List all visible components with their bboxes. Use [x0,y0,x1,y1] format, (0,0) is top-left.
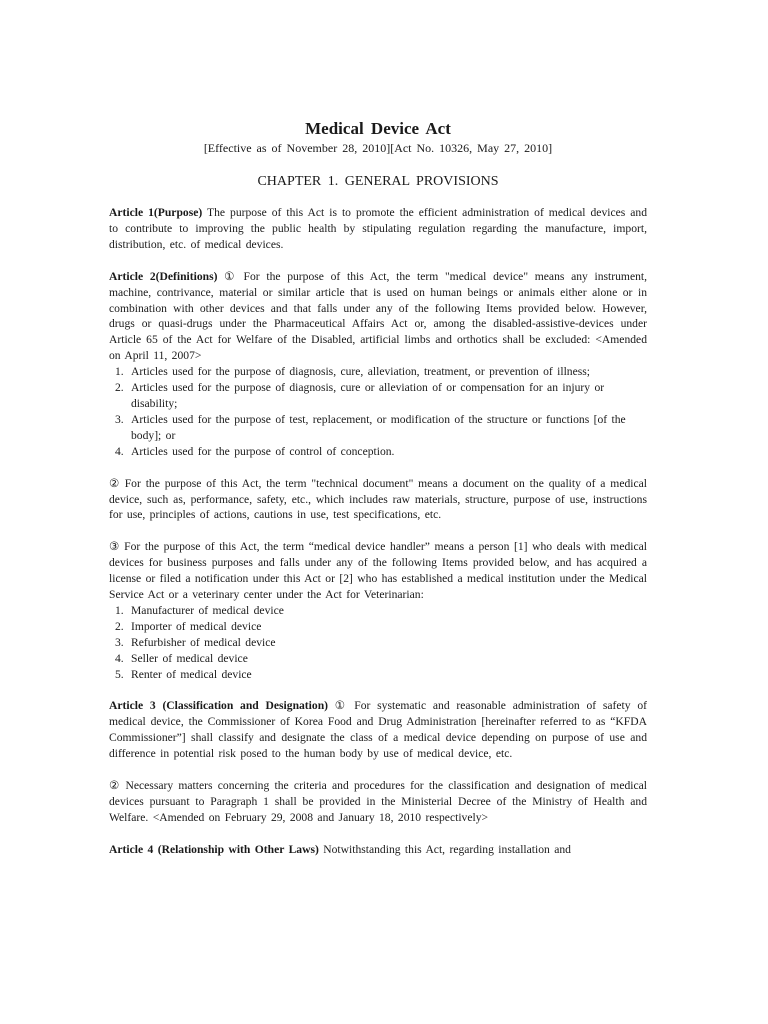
article-1-text: The purpose of this Act is to promote the efficient administration of medical devices and to contribute to improving the public health by stipulating regulation regarding the manufacture, import, distribution, etc. of medical devices. [109,206,647,251]
list-item-text: Articles used for the purpose of control of conception. [131,444,395,458]
article-2-paragraph-3: ③ For the purpose of this Act, the term “medical device handler” means a person [1] who deals with medical devices for business purposes and falls under any of the following Items provided below, and has acquired a license or filed a notification under this Act or [2] who has established a medical institution under the Medical Service Act or a veterinary center under the Act for Veterinarian: [109,540,647,602]
document-title: Medical Device Act [305,119,451,138]
article-3-paragraph-1-text: ① For systematic and reasonable administration of safety of medical device, the Commissioner of Korea Food and Drug Administration [hereinafter referred to as “KFDA Commissioner”] shall classify and designate the class of a medical device depending on purpose of use and difference in potential risk posed to the human body by use of medical device, etc. [109,699,647,761]
article-4-text: Notwithstanding this Act, regarding installation and [318,842,571,856]
list-item-number: 1. [115,365,124,379]
list-item-text: Articles used for the purpose of diagnosis, cure, alleviation, treatment, or prevention of illness; [131,365,590,379]
article-3-paragraph-1 [109,698,647,762]
article-2-item-list-3 [109,603,647,683]
list-item [109,667,647,683]
list-item-text: Refurbisher of medical device [131,635,276,649]
article-1-heading: Article 1(Purpose) [109,206,203,219]
list-item [109,412,647,444]
list-item [109,364,647,380]
list-item-text: Articles used for the purpose of diagnosis, cure or alleviation of or compensation for an injury or disability; [131,381,605,410]
document-page [109,118,647,874]
article-2-paragraph-1 [109,269,647,364]
list-item-number: 2. [115,619,124,633]
article-3-paragraph-2: ② Necessary matters concerning the criteria and procedures for the classification and designation of medical devices pursuant to Paragraph 1 shall be provided in the Ministerial Decree of the Ministry of Health and Welfare. <Amended on February 29, 2008 and January 18, 2010 respectively> [109,779,647,824]
list-item [109,603,647,619]
article-2-item-list-1 [109,364,647,459]
list-item-number: 3. [115,412,124,426]
article-4 [109,842,647,858]
list-item [109,619,647,635]
list-item-text: Seller of medical device [131,651,248,665]
list-item-text: Manufacturer of medical device [131,603,284,617]
list-item-number: 4. [115,651,124,665]
article-2-heading: Article 2(Definitions) [109,269,218,283]
list-item-number: 2. [115,381,124,395]
list-item-number: 5. [115,667,124,681]
list-item [109,444,647,460]
article-1 [109,205,647,253]
article-3-heading: Article 3 (Classification and Designation) [109,699,328,713]
list-item-number: 1. [115,603,124,617]
article-4-heading: Article 4 (Relationship with Other Laws) [109,842,319,856]
list-item [109,380,647,412]
list-item-number: 3. [115,635,124,649]
article-2-paragraph-1-text: ① For the purpose of this Act, the term "medical device" means any instrument, machine, contrivance, material or similar article that is used on human beings or animals either alone or in combination with other devices and that falls under any of the following Items provided below. However, drugs or quasi-drugs under the Pharmaceutical Affairs Act or, among the disabled-assistive-devices under Article 65 of the Act for Welfare of the Disabled, artificial limbs and orthotics shall be excluded: <Amended on April 11, 2007> [109,269,648,363]
list-item-text: Importer of medical device [131,619,262,633]
list-item [109,635,647,651]
list-item-text: Renter of medical device [131,667,252,681]
list-item [109,651,647,667]
list-item-number: 4. [115,444,124,458]
article-2-paragraph-2: ② For the purpose of this Act, the term "technical document" means a document on the quality of a medical device, such as, performance, safety, etc., which includes raw materials, structure, purpose of use, instructions for use, principles of actions, cautions in use, test specifications, etc. [109,476,647,522]
list-item-text: Articles used for the purpose of test, replacement, or modification of the structure or functions [of the body]; or [131,412,626,442]
document-subtitle: [Effective as of November 28, 2010][Act No. 10326, May 27, 2010] [203,141,553,155]
chapter-heading: CHAPTER 1. GENERAL PROVISIONS [257,174,499,189]
